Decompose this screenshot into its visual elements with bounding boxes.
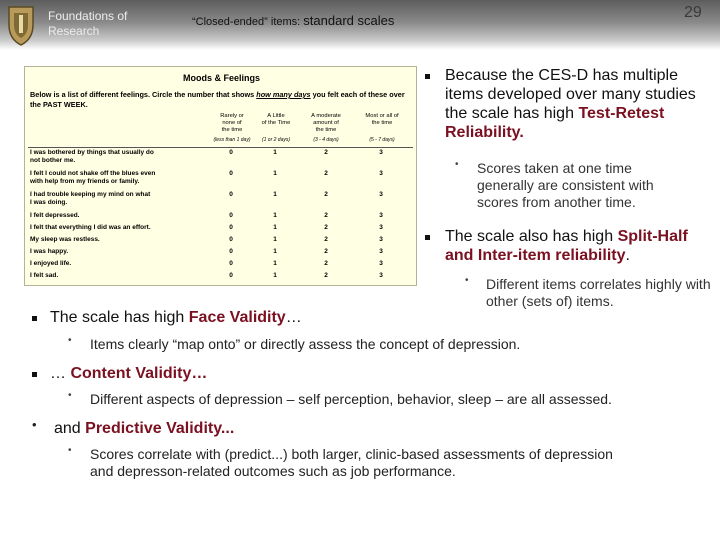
item-label-line: not bother me.: [30, 157, 76, 164]
column-header: [209, 113, 255, 134]
item-label-line: I had trouble keeping my mind on what: [30, 191, 151, 198]
item-response-value: 2: [324, 236, 328, 243]
content-validity-bullet: [50, 364, 207, 383]
item-response-value: 0: [229, 224, 233, 231]
item-response-value: 0: [229, 248, 233, 255]
item-response-value: 1: [273, 260, 277, 267]
item-label-line: I enjoyed life.: [30, 260, 72, 267]
item-label-line: I felt depressed.: [30, 212, 80, 219]
item-label-line: with help from my friends or family.: [30, 178, 140, 185]
split-half-text: The scale also has high: [445, 228, 614, 245]
item-response-value: 1: [273, 224, 277, 231]
column-label-line: Rarely or: [220, 113, 244, 119]
item-response-value: 0: [229, 272, 233, 279]
item-label-line: I was happy.: [30, 248, 69, 255]
test-retest-subpoint: Scores taken at one time generally are consistent with scores from another time.: [477, 160, 654, 210]
item-response-value: 1: [273, 170, 277, 177]
item-response-value: 1: [273, 272, 277, 279]
column-header: [359, 113, 405, 127]
item-response-value: 1: [273, 191, 277, 198]
item-label: [30, 260, 215, 268]
predictive-sub-line-1: Scores correlate with (predict...) both larger, clinic-based assessments of depression: [90, 446, 613, 462]
brand-line-2: Research: [48, 24, 100, 38]
item-response-value: 0: [229, 236, 233, 243]
brand-line-1: Foundations of: [48, 9, 128, 23]
item-label: [30, 248, 215, 256]
predictive-sub-line-2: and depresson-related outcomes such as job performance.: [90, 463, 456, 479]
item-response-value: 3: [379, 212, 383, 219]
item-response-value: 2: [324, 212, 328, 219]
item-label: [30, 149, 215, 165]
header-divider: [28, 147, 413, 148]
split-half-end: .: [625, 247, 630, 264]
item-label-line: My sleep was restless.: [30, 236, 100, 243]
content-validity-highlight: Content Validity…: [70, 365, 208, 382]
column-label-line: Most or all of: [365, 113, 399, 119]
column-label-line: A Little: [267, 113, 285, 119]
bullet-square-icon: [425, 74, 430, 79]
instructions-part-1: Below is a list of different feelings. Circle the number that shows: [30, 90, 255, 99]
bullet-square-icon: [32, 316, 37, 321]
questionnaire-title: Moods & Feelings: [182, 73, 260, 83]
column-label-line: the time: [315, 127, 337, 133]
instructions-part-2: you felt each of these over the PAST WEEK.: [30, 90, 405, 109]
face-validity-text: The scale has high: [50, 309, 185, 326]
bullet-dot-icon: •: [32, 417, 37, 432]
column-header: [253, 113, 299, 127]
item-label-line: I felt I could not shake off the blues even: [30, 170, 156, 177]
content-validity-subpoint: Different aspects of depression – self perception, behavior, sleep – are all assessed.: [90, 391, 612, 407]
bullet-dot-icon: •: [68, 445, 72, 456]
column-label-line: amount of: [313, 120, 339, 126]
column-label-line: the time: [221, 127, 243, 133]
item-response-value: 3: [379, 260, 383, 267]
item-response-value: 2: [324, 170, 328, 177]
item-response-value: 3: [379, 149, 383, 156]
column-range: (less than 1 day): [213, 137, 251, 143]
column-label-line: the time: [371, 120, 393, 126]
face-validity-highlight: Face Validity: [188, 309, 286, 326]
item-label-line: I felt sad.: [30, 272, 59, 279]
bullet-dot-icon: •: [68, 390, 72, 401]
bullet-square-icon: [425, 235, 430, 240]
bullet-dot-icon: •: [455, 159, 459, 170]
slide-title-prefix: “Closed-ended” items:: [192, 16, 301, 28]
item-response-value: 1: [273, 149, 277, 156]
content-validity-text: …: [50, 365, 66, 382]
item-response-value: 2: [324, 149, 328, 156]
column-range: (1 or 2 days): [261, 137, 291, 143]
predictive-validity-subpoint: [90, 446, 710, 480]
item-response-value: 3: [379, 248, 383, 255]
item-label: [30, 224, 215, 232]
questionnaire-image: [24, 66, 417, 286]
item-response-value: 2: [324, 260, 328, 267]
item-label: [30, 212, 215, 220]
item-response-value: 3: [379, 272, 383, 279]
item-response-value: 2: [324, 191, 328, 198]
split-half-bullet: [445, 227, 710, 265]
questionnaire-instructions: [30, 90, 415, 110]
instructions-emphasis: how many days: [256, 90, 311, 99]
face-validity-bullet: [50, 308, 302, 327]
item-response-value: 3: [379, 191, 383, 198]
predictive-validity-highlight: Predictive Validity...: [85, 420, 235, 437]
item-response-value: 3: [379, 236, 383, 243]
item-label: [30, 191, 215, 207]
item-response-value: 1: [273, 212, 277, 219]
item-response-value: 0: [229, 170, 233, 177]
column-label-line: A moderate: [311, 113, 341, 119]
item-response-value: 0: [229, 260, 233, 267]
item-response-value: 0: [229, 212, 233, 219]
face-validity-end: …: [285, 309, 302, 326]
predictive-validity-text: and: [54, 420, 81, 437]
brand-name: [48, 9, 158, 39]
bullet-dot-icon: •: [68, 335, 72, 346]
item-label: [30, 236, 215, 244]
slide-title-emphasis: standard scales: [303, 13, 395, 28]
page-number: 29: [684, 4, 702, 21]
item-label: [30, 272, 215, 280]
item-response-value: 3: [379, 170, 383, 177]
item-response-value: 1: [273, 236, 277, 243]
item-label: [30, 170, 215, 186]
column-label-line: of the Time: [261, 120, 291, 126]
bullet-dot-icon: •: [465, 275, 469, 286]
item-response-value: 0: [229, 149, 233, 156]
slide-title: [192, 13, 394, 28]
predictive-validity-bullet: [54, 419, 234, 438]
header-band: [0, 0, 720, 50]
item-response-value: 3: [379, 224, 383, 231]
test-retest-text: Because the CES-D has multiple items developed over many studies the scale has high: [445, 67, 696, 122]
column-label-line: none of: [222, 120, 242, 126]
item-response-value: 2: [324, 224, 328, 231]
item-label-line: I was doing.: [30, 199, 68, 206]
item-label-line: I was bothered by things that usually do: [30, 149, 154, 156]
test-retest-bullet: [445, 66, 715, 142]
item-response-value: 0: [229, 191, 233, 198]
item-response-value: 2: [324, 248, 328, 255]
item-response-value: 2: [324, 272, 328, 279]
item-label-line: I felt that everything I did was an effort.: [30, 224, 151, 231]
column-range: (3 - 4 days): [313, 137, 339, 143]
university-logo-icon: [6, 3, 36, 47]
test-retest-highlight: Test-Retest Reliability.: [445, 105, 665, 141]
split-half-subpoint: Different items correlates highly with other (sets of) items.: [486, 276, 711, 309]
bullet-square-icon: [32, 372, 37, 377]
face-validity-subpoint: Items clearly “map onto” or directly assess the concept of depression.: [90, 336, 521, 352]
column-header: [303, 113, 349, 134]
item-response-value: 1: [273, 248, 277, 255]
column-range: (5 - 7 days): [369, 137, 395, 143]
split-half-highlight: Split-Half and Inter-item reliability: [445, 228, 688, 264]
